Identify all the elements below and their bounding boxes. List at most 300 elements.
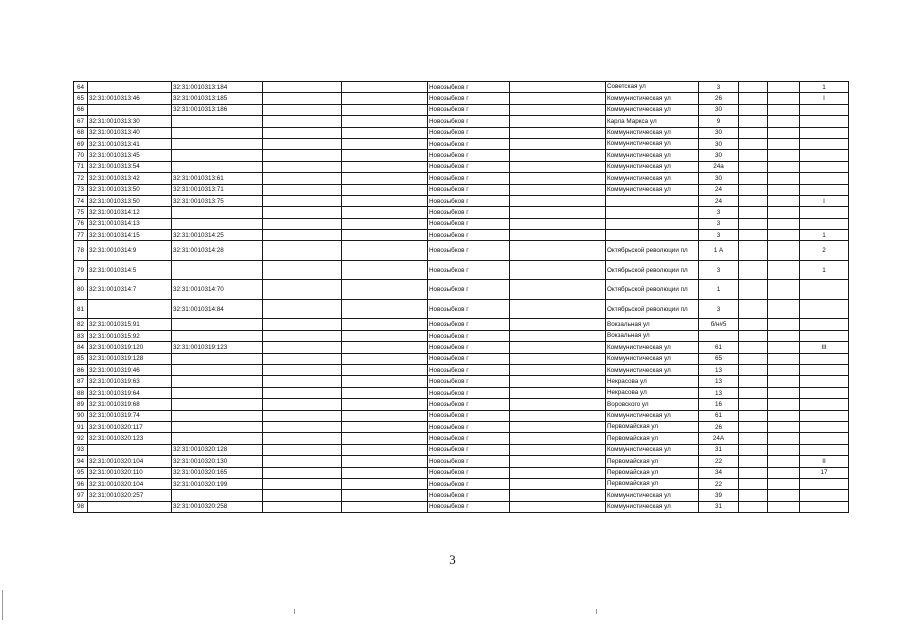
table-cell: Новозыбков г — [428, 104, 510, 115]
table-cell — [768, 330, 800, 341]
table-cell — [342, 280, 428, 300]
table-cell — [739, 456, 768, 467]
table-cell — [510, 365, 606, 376]
table-row — [74, 501, 849, 512]
table-cell — [172, 319, 263, 330]
table-cell: Первомайская ул — [606, 467, 699, 478]
table-cell — [768, 116, 800, 127]
table-cell: 91 — [74, 421, 88, 432]
table-cell — [800, 184, 849, 195]
table-cell — [739, 82, 768, 93]
table-cell — [739, 241, 768, 261]
table-cell: 24 — [699, 195, 739, 206]
table-cell: Новозыбков г — [428, 387, 510, 398]
table-row — [74, 138, 849, 149]
table-cell — [263, 299, 342, 319]
table-cell — [172, 490, 263, 501]
table-cell — [342, 444, 428, 455]
table-cell: 31 — [699, 444, 739, 455]
table-cell — [510, 376, 606, 387]
table-row — [74, 207, 849, 218]
table-cell — [768, 138, 800, 149]
table-cell — [263, 376, 342, 387]
table-cell — [263, 433, 342, 444]
table-cell — [172, 260, 263, 280]
table-cell — [800, 490, 849, 501]
table-cell: 1 А — [699, 241, 739, 261]
table-cell — [739, 353, 768, 364]
table-cell — [768, 184, 800, 195]
table-cell — [342, 501, 428, 512]
table-cell — [510, 82, 606, 93]
table-cell — [172, 433, 263, 444]
table-cell: 90 — [74, 410, 88, 421]
table-cell — [800, 104, 849, 115]
table-cell: 32:31:0010320:257 — [88, 490, 172, 501]
table-cell — [342, 387, 428, 398]
table-row — [74, 230, 849, 241]
table-cell — [263, 490, 342, 501]
table-row — [74, 433, 849, 444]
table-cell — [263, 319, 342, 330]
table-cell — [768, 456, 800, 467]
table-cell: 92 — [74, 433, 88, 444]
table-cell: 32:31:0010314:70 — [172, 280, 263, 300]
table-cell: 86 — [74, 365, 88, 376]
table-cell — [768, 342, 800, 353]
table-cell: 32:31:0010319:74 — [88, 410, 172, 421]
table-cell — [263, 138, 342, 149]
table-cell: Некрасова ул — [606, 387, 699, 398]
table-cell: Новозыбков г — [428, 218, 510, 229]
table-cell: 32:31:0010313:40 — [88, 127, 172, 138]
table-cell — [800, 280, 849, 300]
table-cell: 3 — [699, 260, 739, 280]
table-row — [74, 456, 849, 467]
table-cell — [172, 218, 263, 229]
table-cell — [263, 93, 342, 104]
table-cell: 3 — [699, 299, 739, 319]
table-cell: 61 — [699, 342, 739, 353]
table-cell — [263, 478, 342, 489]
table-cell — [768, 93, 800, 104]
table-cell: 32:31:0010315:92 — [88, 330, 172, 341]
table-cell — [800, 127, 849, 138]
table-cell — [510, 241, 606, 261]
table-cell — [739, 150, 768, 161]
table-row — [74, 116, 849, 127]
table-cell — [510, 116, 606, 127]
table-cell: Новозыбков г — [428, 421, 510, 432]
table-cell — [263, 104, 342, 115]
table-cell — [510, 433, 606, 444]
table-cell: 13 — [699, 387, 739, 398]
table-cell: 73 — [74, 184, 88, 195]
table-cell: 32:31:0010313:54 — [88, 161, 172, 172]
table-cell — [263, 218, 342, 229]
table-cell — [768, 104, 800, 115]
table-cell — [800, 173, 849, 184]
table-cell — [768, 467, 800, 478]
table-cell — [699, 330, 739, 341]
table-cell: 89 — [74, 399, 88, 410]
table-cell — [342, 93, 428, 104]
table-cell — [739, 138, 768, 149]
table-cell: 32:31:0010314:84 — [172, 299, 263, 319]
table-cell — [768, 399, 800, 410]
table-cell: 64 — [74, 82, 88, 93]
table-cell — [172, 353, 263, 364]
table-cell — [739, 365, 768, 376]
table-cell: 98 — [74, 501, 88, 512]
table-cell — [739, 173, 768, 184]
table-cell: Коммунистическая ул — [606, 342, 699, 353]
table-cell — [342, 184, 428, 195]
table-cell: Новозыбков г — [428, 299, 510, 319]
scan-mark — [596, 609, 597, 614]
table-cell — [263, 410, 342, 421]
table-cell: 17 — [800, 467, 849, 478]
table-cell — [263, 353, 342, 364]
table-cell: 32:31:0010314:13 — [88, 218, 172, 229]
table-row — [74, 150, 849, 161]
table-cell — [172, 410, 263, 421]
table-cell: 32:31:0010313:50 — [88, 195, 172, 206]
table-cell — [739, 399, 768, 410]
registry-table — [73, 81, 849, 513]
table-cell — [88, 299, 172, 319]
table-cell — [800, 376, 849, 387]
table-cell — [739, 299, 768, 319]
table-cell — [800, 501, 849, 512]
table-cell: Вокзальная ул — [606, 330, 699, 341]
table-cell: Новозыбков г — [428, 433, 510, 444]
table-row — [74, 478, 849, 489]
table-cell — [342, 299, 428, 319]
table-cell: Октябрьской революции пл — [606, 241, 699, 261]
table-cell — [606, 207, 699, 218]
table-cell — [510, 150, 606, 161]
table-cell: 32:31:0010320:130 — [172, 456, 263, 467]
table-cell: 87 — [74, 376, 88, 387]
table-cell: 32:31:0010315:91 — [88, 319, 172, 330]
table-cell: 72 — [74, 173, 88, 184]
table-cell — [342, 218, 428, 229]
table-cell — [342, 467, 428, 478]
table-cell: 32:31:0010313:50 — [88, 184, 172, 195]
table-cell: Вокзальная ул — [606, 319, 699, 330]
table-cell: I — [800, 93, 849, 104]
table-cell: 3 — [699, 207, 739, 218]
table-cell — [739, 490, 768, 501]
table-cell — [739, 230, 768, 241]
table-cell — [739, 376, 768, 387]
table-cell — [88, 104, 172, 115]
table-cell: 78 — [74, 241, 88, 261]
table-cell — [510, 230, 606, 241]
table-cell: 79 — [74, 260, 88, 280]
table-cell: Коммунистическая ул — [606, 127, 699, 138]
table-row — [74, 93, 849, 104]
table-cell: 9 — [699, 116, 739, 127]
table-cell — [88, 444, 172, 455]
table-cell — [739, 104, 768, 115]
table-cell: Коммунистическая ул — [606, 161, 699, 172]
table-cell — [800, 116, 849, 127]
table-cell — [768, 353, 800, 364]
table-cell: Октябрьской революции пл — [606, 299, 699, 319]
table-cell: 1 — [800, 230, 849, 241]
table-cell: Коммунистическая ул — [606, 410, 699, 421]
table-cell — [263, 501, 342, 512]
table-cell — [342, 116, 428, 127]
table-cell — [510, 161, 606, 172]
table-cell — [768, 376, 800, 387]
table-cell — [768, 161, 800, 172]
table-cell: Первомайская ул — [606, 478, 699, 489]
table-cell — [510, 478, 606, 489]
table-cell — [263, 116, 342, 127]
table-cell: 81 — [74, 299, 88, 319]
table-cell: Советская ул — [606, 82, 699, 93]
table-cell: Коммунистическая ул — [606, 173, 699, 184]
table-cell: 32:31:0010319:128 — [88, 353, 172, 364]
table-cell — [510, 299, 606, 319]
table-cell — [342, 230, 428, 241]
table-cell: Новозыбков г — [428, 330, 510, 341]
table-cell: Новозыбков г — [428, 410, 510, 421]
table-cell — [510, 173, 606, 184]
table-cell: б/н#5 — [699, 319, 739, 330]
table-cell — [800, 433, 849, 444]
table-cell: Новозыбков г — [428, 456, 510, 467]
table-cell: 13 — [699, 365, 739, 376]
table-cell — [768, 387, 800, 398]
table-cell: 3 — [699, 82, 739, 93]
table-cell — [172, 387, 263, 398]
table-row — [74, 184, 849, 195]
table-cell — [263, 173, 342, 184]
table-cell: Коммунистическая ул — [606, 93, 699, 104]
table-cell — [739, 478, 768, 489]
table-cell: 32:31:0010314:9 — [88, 241, 172, 261]
table-cell: 32:31:0010314:7 — [88, 280, 172, 300]
table-cell: Новозыбков г — [428, 93, 510, 104]
table-cell — [606, 230, 699, 241]
table-cell — [739, 433, 768, 444]
table-cell: 1 — [699, 280, 739, 300]
table-cell: 32:31:0010313:71 — [172, 184, 263, 195]
table-cell: 32:31:0010313:184 — [172, 82, 263, 93]
table-cell — [172, 365, 263, 376]
page-number: 3 — [449, 552, 456, 567]
table-row — [74, 353, 849, 364]
table-cell — [172, 150, 263, 161]
table-cell: 32:31:0010313:186 — [172, 104, 263, 115]
scan-mark — [2, 590, 3, 620]
table-cell: 32:31:0010313:75 — [172, 195, 263, 206]
table-cell — [739, 319, 768, 330]
table-cell — [342, 207, 428, 218]
table-cell — [510, 280, 606, 300]
table-cell: Коммунистическая ул — [606, 365, 699, 376]
table-cell — [800, 399, 849, 410]
table-row — [74, 127, 849, 138]
table-row — [74, 376, 849, 387]
table-row — [74, 467, 849, 478]
table-cell — [739, 421, 768, 432]
table-cell: Новозыбков г — [428, 260, 510, 280]
table-cell — [768, 207, 800, 218]
table-cell — [768, 444, 800, 455]
table-row — [74, 280, 849, 300]
table-cell — [606, 218, 699, 229]
table-cell — [172, 330, 263, 341]
table-cell — [739, 410, 768, 421]
table-cell — [342, 342, 428, 353]
table-cell — [606, 195, 699, 206]
table-cell — [263, 342, 342, 353]
table-cell: 22 — [699, 456, 739, 467]
table-cell — [510, 421, 606, 432]
table-cell: Новозыбков г — [428, 399, 510, 410]
table-cell: Новозыбков г — [428, 365, 510, 376]
table-body — [74, 82, 849, 513]
table-cell: 32:31:0010313:185 — [172, 93, 263, 104]
table-cell: 30 — [699, 138, 739, 149]
table-cell — [768, 82, 800, 93]
table-cell — [768, 433, 800, 444]
table-cell: 32:31:0010320:128 — [172, 444, 263, 455]
table-cell — [263, 399, 342, 410]
table-cell: 30 — [699, 150, 739, 161]
table-cell: 68 — [74, 127, 88, 138]
table-cell: 1 — [800, 82, 849, 93]
table-cell: 32:31:0010319:63 — [88, 376, 172, 387]
table-cell — [739, 260, 768, 280]
table-cell: Новозыбков г — [428, 184, 510, 195]
table-cell — [739, 280, 768, 300]
table-cell — [800, 353, 849, 364]
table-cell — [768, 478, 800, 489]
table-cell: 24А — [699, 433, 739, 444]
table-cell — [263, 444, 342, 455]
table-cell — [800, 207, 849, 218]
table-cell: 32:31:0010314:12 — [88, 207, 172, 218]
table-cell — [768, 365, 800, 376]
table-cell: 97 — [74, 490, 88, 501]
table-cell — [342, 241, 428, 261]
table-cell — [342, 161, 428, 172]
table-cell — [172, 207, 263, 218]
table-row — [74, 330, 849, 341]
table-row — [74, 173, 849, 184]
table-row — [74, 421, 849, 432]
table-cell — [739, 116, 768, 127]
table-row — [74, 218, 849, 229]
table-cell: 77 — [74, 230, 88, 241]
table-cell: 32:31:0010319:123 — [172, 342, 263, 353]
table-cell: Коммунистическая ул — [606, 104, 699, 115]
table-cell: 1 — [800, 260, 849, 280]
table-cell — [88, 501, 172, 512]
table-cell — [263, 230, 342, 241]
table-cell — [800, 218, 849, 229]
table-cell: 13 — [699, 376, 739, 387]
table-cell: Новозыбков г — [428, 280, 510, 300]
table-row — [74, 319, 849, 330]
table-cell: 84 — [74, 342, 88, 353]
table-cell — [263, 260, 342, 280]
table-cell — [768, 410, 800, 421]
table-cell — [263, 241, 342, 261]
table-cell — [768, 127, 800, 138]
table-cell: Новозыбков г — [428, 501, 510, 512]
table-cell: 26 — [699, 93, 739, 104]
table-cell: 32:31:0010320:199 — [172, 478, 263, 489]
table-cell — [342, 195, 428, 206]
table-cell: Новозыбков г — [428, 173, 510, 184]
table-cell: 24 — [699, 184, 739, 195]
table-cell: Новозыбков г — [428, 467, 510, 478]
table-cell: 65 — [699, 353, 739, 364]
table-cell — [510, 444, 606, 455]
table-cell — [800, 299, 849, 319]
table-cell: 75 — [74, 207, 88, 218]
table-cell — [768, 280, 800, 300]
table-cell: Новозыбков г — [428, 207, 510, 218]
table-cell — [739, 93, 768, 104]
table-cell — [342, 490, 428, 501]
table-cell: Некрасова ул — [606, 376, 699, 387]
table-cell — [263, 150, 342, 161]
table-cell — [510, 127, 606, 138]
table-cell — [342, 376, 428, 387]
table-cell — [342, 410, 428, 421]
table-cell — [768, 150, 800, 161]
table-cell — [88, 82, 172, 93]
table-cell — [768, 241, 800, 261]
table-cell — [510, 501, 606, 512]
table-cell — [172, 399, 263, 410]
table-cell — [342, 150, 428, 161]
table-cell: 31 — [699, 501, 739, 512]
table-cell — [510, 138, 606, 149]
table-cell: Новозыбков г — [428, 342, 510, 353]
table-cell — [768, 299, 800, 319]
scan-mark — [294, 609, 295, 614]
table-row — [74, 490, 849, 501]
table-cell — [510, 260, 606, 280]
table-cell: Октябрьской революции пл — [606, 280, 699, 300]
table-cell — [800, 478, 849, 489]
table-cell — [342, 421, 428, 432]
table-row — [74, 444, 849, 455]
table-cell — [768, 195, 800, 206]
table-cell: 88 — [74, 387, 88, 398]
table-cell — [739, 127, 768, 138]
table-cell: 32:31:0010319:68 — [88, 399, 172, 410]
table-cell — [800, 387, 849, 398]
table-cell: Новозыбков г — [428, 353, 510, 364]
table-cell: 34 — [699, 467, 739, 478]
table-cell: 65 — [74, 93, 88, 104]
table-cell: Коммунистическая ул — [606, 184, 699, 195]
table-cell: 22 — [699, 478, 739, 489]
table-cell: 32:31:0010319:120 — [88, 342, 172, 353]
table-cell: Новозыбков г — [428, 138, 510, 149]
table-cell: 39 — [699, 490, 739, 501]
